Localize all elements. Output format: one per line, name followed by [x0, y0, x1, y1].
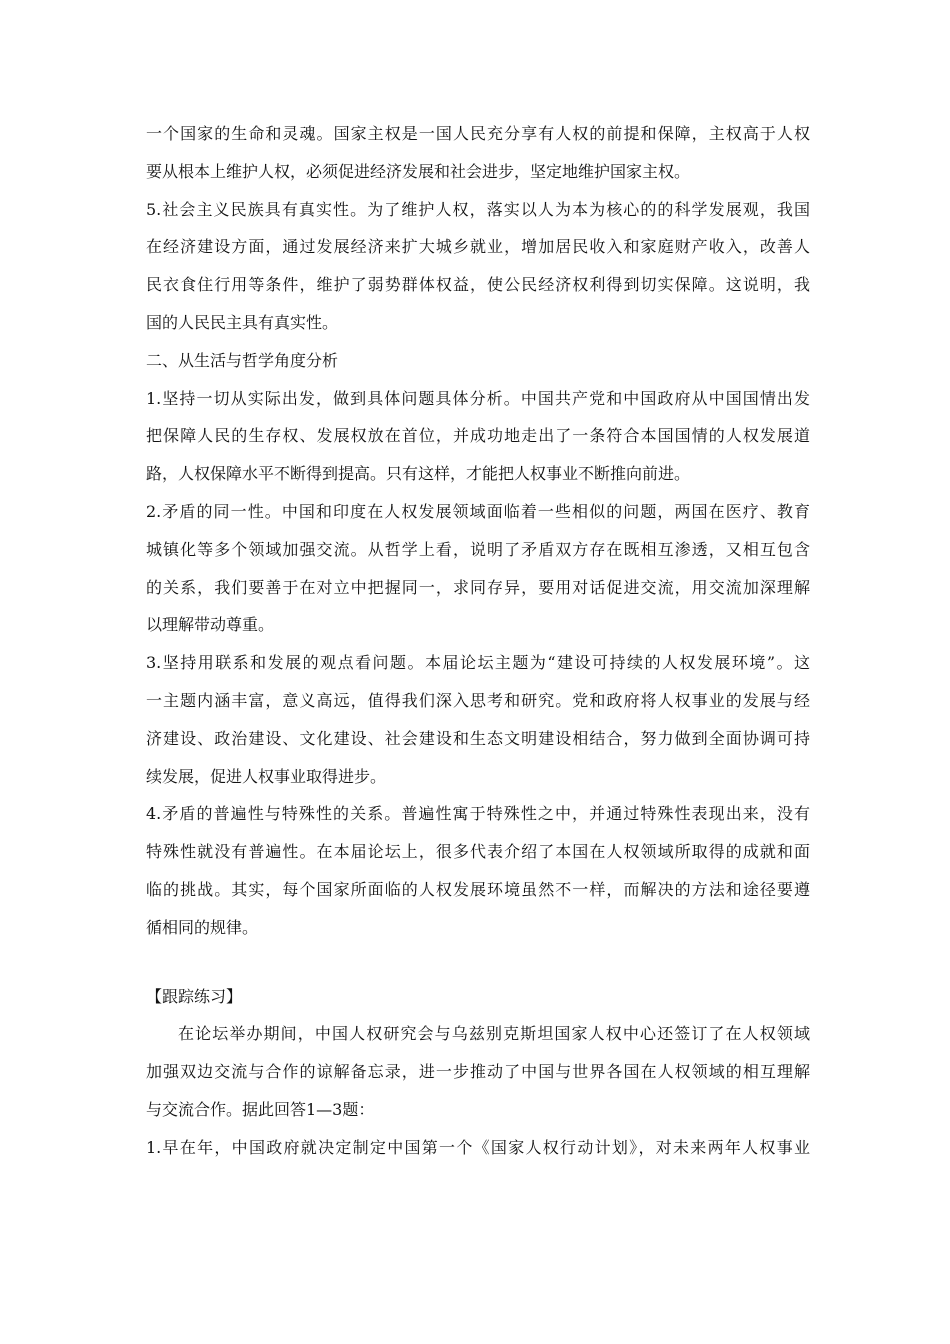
body-line: 城镇化等多个领域加强交流。从哲学上看，说明了矛盾双方存在既相互渗透，又相互包含	[146, 539, 810, 559]
section-heading: 二、从生活与哲学角度分析	[146, 350, 339, 370]
body-line: 特殊性就没有普遍性。在本届论坛上，很多代表介绍了本国在人权领域所取得的成就和面	[146, 842, 810, 862]
body-line: 2.矛盾的同一性。中国和印度在人权发展领域面临着一些相似的问题，两国在医疗、教育	[146, 501, 810, 521]
body-line: 在经济建设方面，通过发展经济来扩大城乡就业，增加居民收入和家庭财产收入，改善人	[146, 237, 810, 257]
body-line: 循相同的规律。	[146, 917, 259, 937]
practice-intro-line: 与交流合作。据此回答1—3题：	[146, 1099, 375, 1119]
body-line: 一主题内涵丰富，意义高远，值得我们深入思考和研究。党和政府将人权事业的发展与经	[146, 690, 810, 710]
body-line: 3.坚持用联系和发展的观点看问题。本届论坛主题为“建设可持续的人权发展环境”。这	[146, 653, 810, 673]
body-line: 的关系，我们要善于在对立中把握同一，求同存异，要用对话促进交流，用交流加深理解	[146, 577, 810, 597]
body-line: 续发展，促进人权事业取得进步。	[146, 766, 387, 786]
body-line: 4.矛盾的普遍性与特殊性的关系。普遍性寓于特殊性之中，并通过特殊性表现出来，没有	[146, 804, 810, 824]
body-line: 1.坚持一切从实际出发，做到具体问题具体分析。中国共产党和中国政府从中国国情出发	[146, 388, 810, 408]
question-line: 1.早在年，中国政府就决定制定中国第一个《国家人权行动计划》，对未来两年人权事业	[146, 1137, 810, 1157]
body-line: 路，人权保障水平不断得到提高。只有这样，才能把人权事业不断推向前进。	[146, 464, 691, 484]
body-line: 国的人民民主具有真实性。	[146, 312, 339, 332]
section-spacer	[146, 956, 810, 987]
body-line: 要从根本上维护人权，必须促进经济发展和社会进步，坚定地维护国家主权。	[146, 161, 691, 181]
body-line: 民衣食住行用等条件，维护了弱势群体权益，使公民经济权利得到切实保障。这说明，我	[146, 275, 810, 295]
body-line: 临的挑战。其实，每个国家所面临的人权发展环境虽然不一样，而解决的方法和途径要遵	[146, 879, 810, 899]
body-line: 济建设、政治建设、文化建设、社会建设和生态文明建设相结合，努力做到全面协调可持	[146, 728, 810, 748]
body-line: 5.社会主义民族具有真实性。为了维护人权，落实以人为本为核心的的科学发展观，我国	[146, 199, 810, 219]
document-page	[146, 124, 810, 1176]
body-line: 把保障人民的生存权、发展权放在首位，并成功地走出了一条符合本国国情的人权发展道	[146, 426, 810, 446]
practice-heading: 【跟踪练习】	[146, 986, 243, 1006]
body-line: 以理解带动尊重。	[146, 615, 275, 635]
practice-intro-line: 在论坛举办期间，中国人权研究会与乌兹别克斯坦国家人权中心还签订了在人权领域	[178, 1024, 810, 1044]
body-line: 一个国家的生命和灵魂。国家主权是一国人民充分享有人权的前提和保障，主权高于人权	[146, 124, 810, 143]
practice-intro-line: 加强双边交流与合作的谅解备忘录，进一步推动了中国与世界各国在人权领域的相互理解	[146, 1062, 810, 1082]
